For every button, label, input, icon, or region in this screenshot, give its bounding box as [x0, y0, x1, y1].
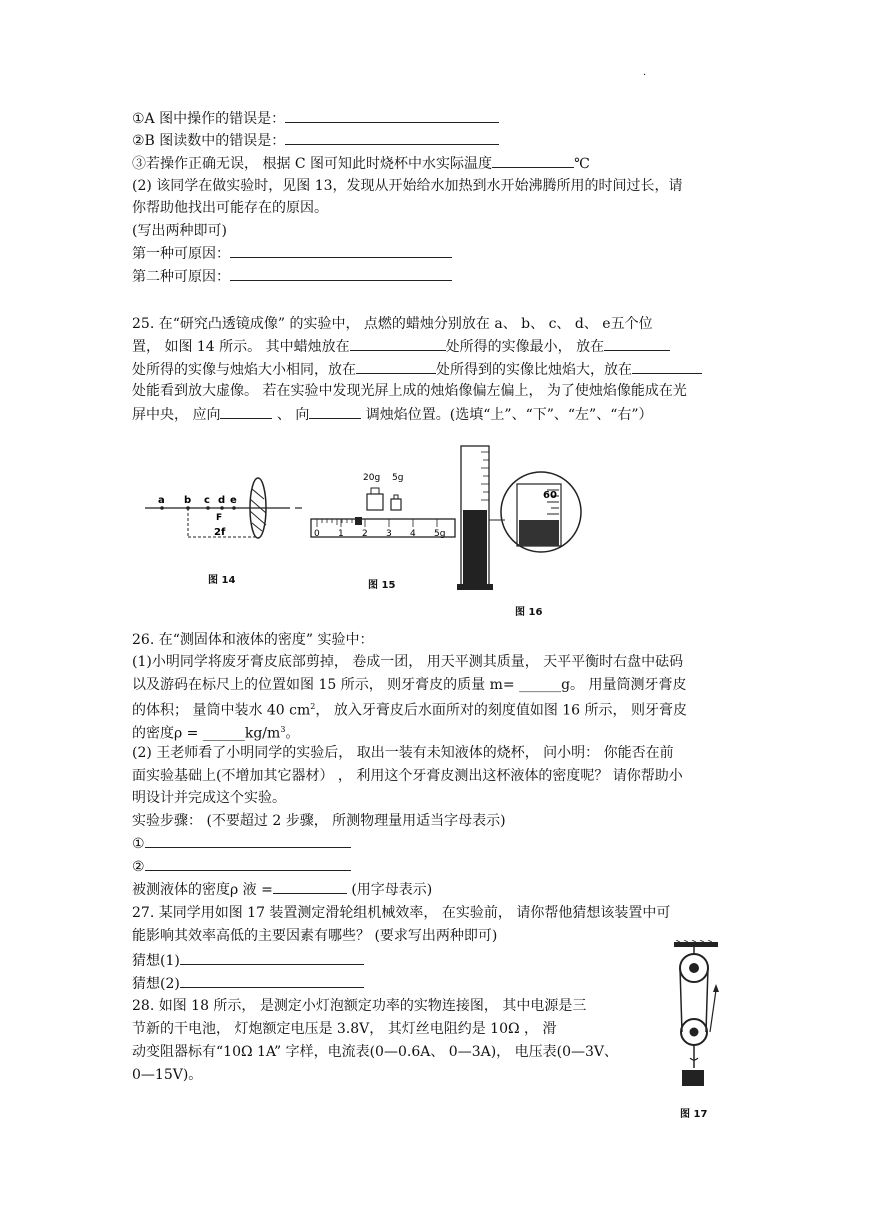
- answer-blank[interactable]: [273, 880, 347, 894]
- answer-blank[interactable]: [230, 267, 452, 281]
- q27-guess-2: 猜想(2): [132, 974, 364, 993]
- q24-line-5: 你帮助他找出可能存在的原因。: [132, 200, 328, 216]
- answer-blank[interactable]: [145, 834, 351, 848]
- figure-16-caption: 图 16: [515, 607, 543, 618]
- fig14-label: c: [204, 495, 210, 506]
- q26-step-1: ①: [132, 834, 351, 853]
- fig14-label: b: [184, 495, 192, 506]
- answer-blank[interactable]: [350, 337, 446, 351]
- fig15-scale-label: 5g: [434, 529, 446, 539]
- q26-line-8: 明设计并完成这个实验。: [132, 790, 286, 806]
- figure-14-lens-diagram: [140, 475, 305, 555]
- q27-line-1: 27. 某同学用如图 17 装置测定滑轮组机械效率， 在实验前， 请你帮他猜想该装置中可: [132, 905, 671, 921]
- fig15-scale-label: 3: [386, 529, 392, 539]
- answer-blank[interactable]: [604, 337, 670, 351]
- answer-blank[interactable]: [180, 951, 364, 965]
- q26-line-1: 26. 在“测固体和液体的密度” 实验中：: [132, 632, 374, 648]
- answer-blank[interactable]: [285, 109, 499, 123]
- figure-14-caption: 图 14: [208, 575, 236, 586]
- answer-blank[interactable]: [145, 857, 351, 871]
- q26-line-5: 的密度$\rho = \_\_\_\_\_\_kg/m^3$。: [132, 725, 300, 742]
- q25-line-2: 置， 如图 14 所示。 其中蜡烛放在 处所得的实像最小， 放在: [132, 337, 670, 356]
- q25-line-5: 屏中央， 应向 、 向 调烛焰位置。(选填“上”、“下”、“左”、“右”）: [132, 407, 653, 423]
- q27-guess-1: 猜想(1): [132, 951, 364, 970]
- fig16-reading: 60: [543, 490, 557, 501]
- answer-blank[interactable]: [230, 244, 452, 258]
- page-mark: ·: [643, 70, 647, 81]
- q25-line-3: 处所得的实像与烛焰大小相同，放在 处所得到的实像比烛焰大，放在: [132, 360, 702, 379]
- q27-line-2: 能影响其效率高低的主要因素有哪些？ (要求写出两种即可): [132, 928, 498, 944]
- figure-15-balance-diagram: [305, 468, 465, 548]
- q26-line-6: (2) 王老师看了小明同学的实验后， 取出一装有未知液体的烧杯， 问小明： 你能否在前: [132, 745, 674, 761]
- q26-line-9: 实验步骤： (不要超过 2 步骤， 所测物理量用适当字母表示): [132, 813, 506, 829]
- answer-blank[interactable]: [492, 154, 574, 168]
- answer-blank[interactable]: [180, 974, 364, 988]
- figure-17-caption: 图 17: [680, 1109, 708, 1120]
- fig14-label: e: [230, 495, 237, 506]
- q28-line-3: 动变阻器标有“10Ω 1A” 字样，电流表(0—0.6A、 0—3A)， 电压表(0—3V、: [132, 1044, 619, 1060]
- q24-line-2: ②B 图读数中的错误是：: [132, 131, 499, 150]
- fig15-weight-label: 5g: [392, 473, 404, 483]
- q26-step-2: ②: [132, 857, 351, 876]
- fig15-scale-label: 0: [314, 529, 320, 539]
- q26-line-7: 面实验基础上(不增加其它器材） ， 利用这个牙膏皮测出这杯液体的密度呢？ 请你帮助小: [132, 768, 683, 784]
- answer-blank[interactable]: [220, 405, 272, 419]
- fig15-scale-label: 4: [410, 529, 416, 539]
- q28-line-2: 节新的干电池， 灯炮额定电压是 3.8V， 其灯丝电阻约是 10Ω ， 滑: [132, 1021, 557, 1037]
- fig14-label: d: [218, 495, 226, 506]
- fig14-label: a: [158, 495, 165, 506]
- figure-17-pulley-diagram: [668, 940, 728, 1100]
- fig15-weight-label: 20g: [363, 473, 381, 483]
- q24-line-4: (2) 该同学在做实验时，见图 13，发现从开始给水加热到水开始沸腾所用的时间过长，请: [132, 178, 683, 194]
- q25-line-1: 25. 在“研究凸透镜成像” 的实验中， 点燃的蜡烛分别放在 a、 b、 c、 d、 e五个位: [132, 316, 653, 332]
- fig14-label: 2f: [214, 527, 226, 538]
- q24-line-1: ①A 图中操作的错误是：: [132, 109, 499, 128]
- q28-line-1: 28. 如图 18 所示， 是测定小灯泡额定功率的实物连接图， 其中电源是三: [132, 998, 587, 1014]
- fig15-scale-label: 2: [362, 529, 368, 539]
- q24-line-6: (写出两种即可): [132, 223, 227, 239]
- q28-line-4: 0—15V)。: [132, 1067, 203, 1083]
- q24-line-7: 第一种可原因：: [132, 244, 452, 263]
- fig15-scale-label: 1: [338, 529, 344, 539]
- answer-blank[interactable]: [632, 360, 702, 374]
- q26-line-4: 的体积； 量筒中装水 40 $cm^2$， 放入牙膏皮后水面所对的刻度值如图 16 所示， 则牙膏皮: [132, 702, 687, 719]
- fig14-label: F: [216, 513, 223, 523]
- q26-line-12: 被测液体的密度ρ 液 = (用字母表示): [132, 882, 433, 898]
- answer-blank[interactable]: [285, 131, 499, 145]
- figure-16-cylinder-diagram: [455, 440, 595, 600]
- figure-15-caption: 图 15: [368, 580, 396, 591]
- q26-line-2: (1)小明同学将废牙膏皮底部剪掉， 卷成一团， 用天平测其质量， 天平平衡时右盘中砝码: [132, 654, 684, 670]
- q25-line-4: 处能看到放大虚像。 若在实验中发现光屏上成的烛焰像偏左偏上， 为了使烛焰像能成在光: [132, 383, 687, 399]
- q24-line-8: 第二种可原因：: [132, 267, 452, 286]
- answer-blank[interactable]: [309, 405, 361, 419]
- q26-line-3: 以及游码在标尺上的位置如图 15 所示， 则牙膏皮的质量 m= ______g。 用量筒测牙膏皮: [132, 677, 687, 693]
- answer-blank[interactable]: [356, 360, 436, 374]
- q24-line-3: ③若操作正确无误， 根据 C 图可知此时烧杯中水实际温度 ℃: [132, 156, 590, 172]
